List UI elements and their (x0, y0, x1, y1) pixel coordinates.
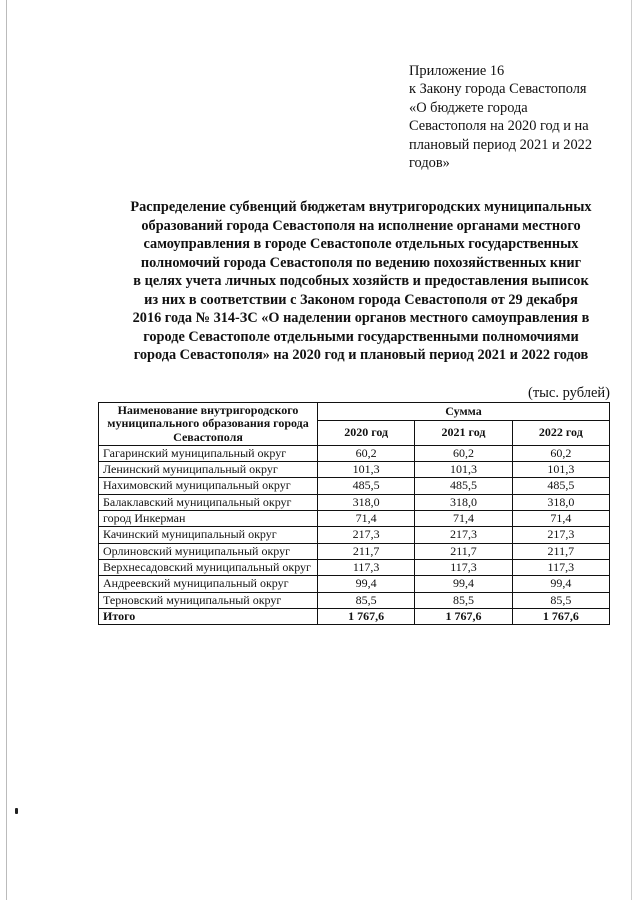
row-value-2020: 60,2 (318, 445, 415, 461)
row-value-2022: 71,4 (512, 511, 609, 527)
table-row (99, 543, 610, 559)
row-name-cell: город Инкерман (99, 511, 318, 527)
row-value-2020: 485,5 (318, 478, 415, 494)
row-value-2021: 211,7 (415, 543, 512, 559)
row-name-cell: Терновский муниципальный округ (99, 592, 318, 608)
title-line: из них в соответствии с Законом города Севастополя от 29 декабря (144, 291, 578, 308)
title-line: 2016 года № 314-ЗС «О наделении органов местного самоуправления в (132, 310, 590, 326)
table-row (99, 494, 610, 510)
row-value-2021: 1 767,6 (415, 608, 512, 624)
appendix-line: «О бюджете города (409, 99, 528, 116)
title-line: образований города Севастополя на исполнение органами местного (141, 217, 581, 234)
row-value-2020: 1 767,6 (318, 608, 415, 624)
row-value-2022: 117,3 (512, 559, 609, 575)
row-name-cell: Итого (99, 608, 318, 624)
row-value-2021: 60,2 (415, 445, 512, 461)
row-value-2020: 117,3 (318, 559, 415, 575)
appendix-line: Приложение 16 (409, 63, 505, 79)
row-value-2021: 318,0 (415, 494, 512, 510)
row-value-2021: 101,3 (415, 462, 512, 478)
title-line: в целях учета личных подсобных хозяйств и предоставления выписок (133, 273, 589, 289)
units-label: (тыс. рублей) (528, 385, 610, 401)
appendix-note (409, 62, 624, 172)
table-body (99, 445, 610, 624)
table-total-row (99, 608, 610, 624)
table-row (99, 462, 610, 478)
table-header-row (99, 403, 610, 421)
row-name-cell: Ленинский муниципальный округ (99, 462, 318, 478)
table-row (99, 592, 610, 608)
row-name-cell: Андреевский муниципальный округ (99, 576, 318, 592)
row-name-cell: Гагаринский муниципальный округ (99, 445, 318, 461)
row-name-cell: Нахимовский муниципальный округ (99, 478, 318, 494)
row-value-2022: 85,5 (512, 592, 609, 608)
row-value-2022: 485,5 (512, 478, 609, 494)
title-line: самоуправления в городе Севастополе отдельных государственных (143, 236, 579, 252)
row-name-cell: Орлиновский муниципальный округ (99, 543, 318, 559)
row-value-2021: 85,5 (415, 592, 512, 608)
table-row (99, 478, 610, 494)
title-line: полномочий города Севастополя по ведению похозяйственных книг (140, 254, 582, 271)
row-value-2021: 217,3 (415, 527, 512, 543)
row-value-2022: 1 767,6 (512, 608, 609, 624)
table-row (99, 527, 610, 543)
subvention-table (98, 402, 610, 625)
row-value-2020: 99,4 (318, 576, 415, 592)
appendix-line: к Закону города Севастополя (409, 81, 587, 98)
row-value-2021: 99,4 (415, 576, 512, 592)
row-value-2020: 85,5 (318, 592, 415, 608)
row-value-2020: 318,0 (318, 494, 415, 510)
row-value-2021: 71,4 (415, 511, 512, 527)
appendix-line: годов» (409, 155, 450, 172)
row-name-cell: Качинский муниципальный округ (99, 527, 318, 543)
appendix-line: плановый период 2021 и 2022 (409, 136, 593, 153)
row-name-cell: Верхнесадовский муниципальный округ (99, 559, 318, 575)
row-value-2020: 101,3 (318, 462, 415, 478)
table-row (99, 559, 610, 575)
sum-column-header: Сумма (318, 403, 610, 421)
title-line: города Севастополя» на 2020 год и плановый период 2021 и 2022 годов (133, 347, 589, 363)
row-value-2022: 318,0 (512, 494, 609, 510)
row-value-2022: 101,3 (512, 462, 609, 478)
row-value-2020: 211,7 (318, 543, 415, 559)
year-header-2021: 2021 год (415, 420, 512, 445)
title-line: Распределение субвенций бюджетам внутригородских муниципальных (130, 199, 592, 215)
document-title (96, 198, 626, 365)
row-value-2020: 71,4 (318, 511, 415, 527)
year-header-2022: 2022 год (512, 420, 609, 445)
row-value-2022: 217,3 (512, 527, 609, 543)
row-value-2022: 99,4 (512, 576, 609, 592)
year-header-2020: 2020 год (318, 420, 415, 445)
title-line: городе Севастополе отдельными государственными полномочиями (143, 328, 579, 345)
row-value-2021: 117,3 (415, 559, 512, 575)
name-column-header: Наименование внутригородского муниципального образования города Севастополя (99, 403, 318, 446)
row-value-2021: 485,5 (415, 478, 512, 494)
row-value-2022: 60,2 (512, 445, 609, 461)
table-row (99, 445, 610, 461)
table-row (99, 576, 610, 592)
row-name-cell: Балаклавский муниципальный округ (99, 494, 318, 510)
row-value-2020: 217,3 (318, 527, 415, 543)
table-row (99, 511, 610, 527)
scan-mark (15, 808, 18, 814)
row-value-2022: 211,7 (512, 543, 609, 559)
appendix-line: Севастополя на 2020 год и на (409, 118, 589, 135)
